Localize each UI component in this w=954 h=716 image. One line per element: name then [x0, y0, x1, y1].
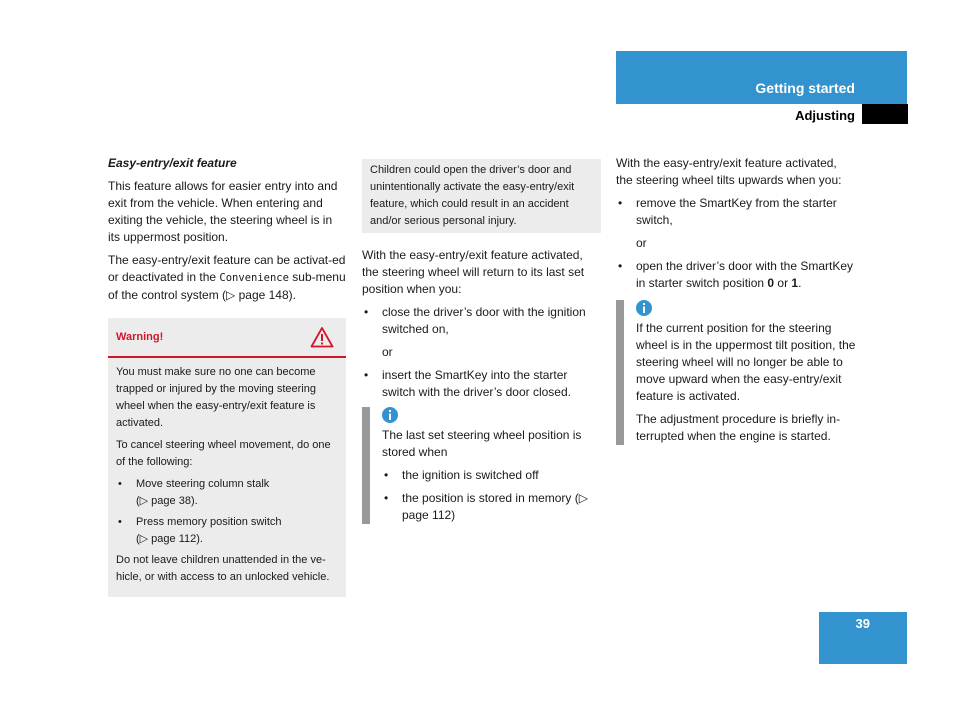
warning-body	[108, 358, 346, 597]
feature-activation-text	[108, 252, 346, 304]
or-text: or	[636, 236, 647, 250]
children-caution-box: Children could open the driver’s door and unintentionally activate the easy-entry/exit feature, which could result in an accident and/or serious personal injury.	[362, 159, 601, 233]
section-title: Getting started	[755, 80, 855, 96]
subsection-marker	[862, 104, 908, 124]
list-item: • close the driver’s door with the ignition switched on,	[362, 304, 601, 338]
page-reference: (▷ page 38).	[136, 495, 198, 507]
convenience-menu-name: Convenience	[219, 272, 289, 284]
info-bar	[362, 407, 370, 524]
info-note	[362, 407, 601, 524]
list-item-text: or	[774, 276, 792, 290]
list-item	[616, 258, 856, 292]
activation-text-start: The easy-entry/exit feature can be activat-ed or deactivated in the	[108, 253, 346, 284]
info-text-2: The adjustment procedure is briefly in-terrupted when the engine is started.	[636, 412, 841, 443]
info-icon	[382, 407, 398, 423]
column-3	[616, 155, 856, 451]
warning-triangle-icon	[310, 326, 334, 348]
tilt-conditions-list	[616, 195, 856, 229]
warning-label: Warning!	[116, 331, 164, 343]
activation-text-end: sub-menu of the control system (▷ page 148).	[108, 270, 346, 302]
warning-text-2: To cancel steering wheel movement, do one of the following:	[116, 439, 331, 468]
list-item: • the position is stored in memory (▷ page 112)	[382, 490, 601, 524]
warning-list	[116, 476, 338, 548]
tilt-conditions-list-2	[616, 258, 856, 292]
warning-text-3: Do not leave children unattended in the ve-hicle, or with access to an unlocked vehicle.	[116, 554, 330, 583]
tilt-intro: With the easy-entry/exit feature activated, the steering wheel tilts upwards when you:	[616, 156, 842, 187]
list-item	[116, 476, 338, 510]
column-1	[108, 155, 346, 597]
warning-header	[108, 318, 346, 358]
list-item: • remove the SmartKey from the starter switch,	[616, 195, 856, 229]
info-icon	[636, 300, 652, 316]
subsection-title: Adjusting	[795, 108, 855, 123]
column-2	[362, 159, 601, 530]
return-conditions-list	[362, 304, 601, 338]
info-bar	[616, 300, 624, 445]
info-note	[616, 300, 856, 445]
list-item: • the ignition is switched off	[382, 467, 601, 484]
info-text: The last set steering wheel position is stored when	[382, 428, 582, 459]
page-number: 39	[855, 616, 870, 631]
list-item-text: .	[798, 276, 802, 290]
return-position-intro: With the easy-entry/exit feature activated, the steering wheel will return to its last set position when you:	[362, 248, 585, 296]
info-list	[382, 467, 601, 524]
or-text: or	[382, 345, 393, 359]
list-item: • insert the SmartKey into the starter switch with the driver’s door closed.	[362, 367, 601, 401]
warning-text-1: You must make sure no one can become trapped or injured by the moving steering wheel when the easy-entry/exit feature is activated.	[116, 366, 316, 429]
warning-box	[108, 318, 346, 597]
return-conditions-list-2	[362, 367, 601, 401]
feature-intro: This feature allows for easier entry into and exit from the vehicle. When entering and exiting the vehicle, the steering wheel is in its uppermost position.	[108, 179, 338, 244]
info-text-1: If the current position for the steering wheel is in the uppermost tilt position, the steering wheel will no longer be able to move upward when the easy-entry/exit feature is activated.	[636, 321, 856, 403]
list-item	[116, 514, 338, 548]
list-item-text: Move steering column stalk	[136, 478, 270, 490]
switch-position-0: 0	[767, 276, 775, 290]
list-item-text: Press memory position switch	[136, 516, 282, 528]
switch-position-1: 1	[791, 276, 799, 290]
list-item-text: open the driver’s door with the SmartKey in starter switch position	[636, 259, 854, 290]
feature-heading: Easy-entry/exit feature	[108, 156, 237, 170]
page-reference: (▷ page 112).	[136, 533, 203, 545]
